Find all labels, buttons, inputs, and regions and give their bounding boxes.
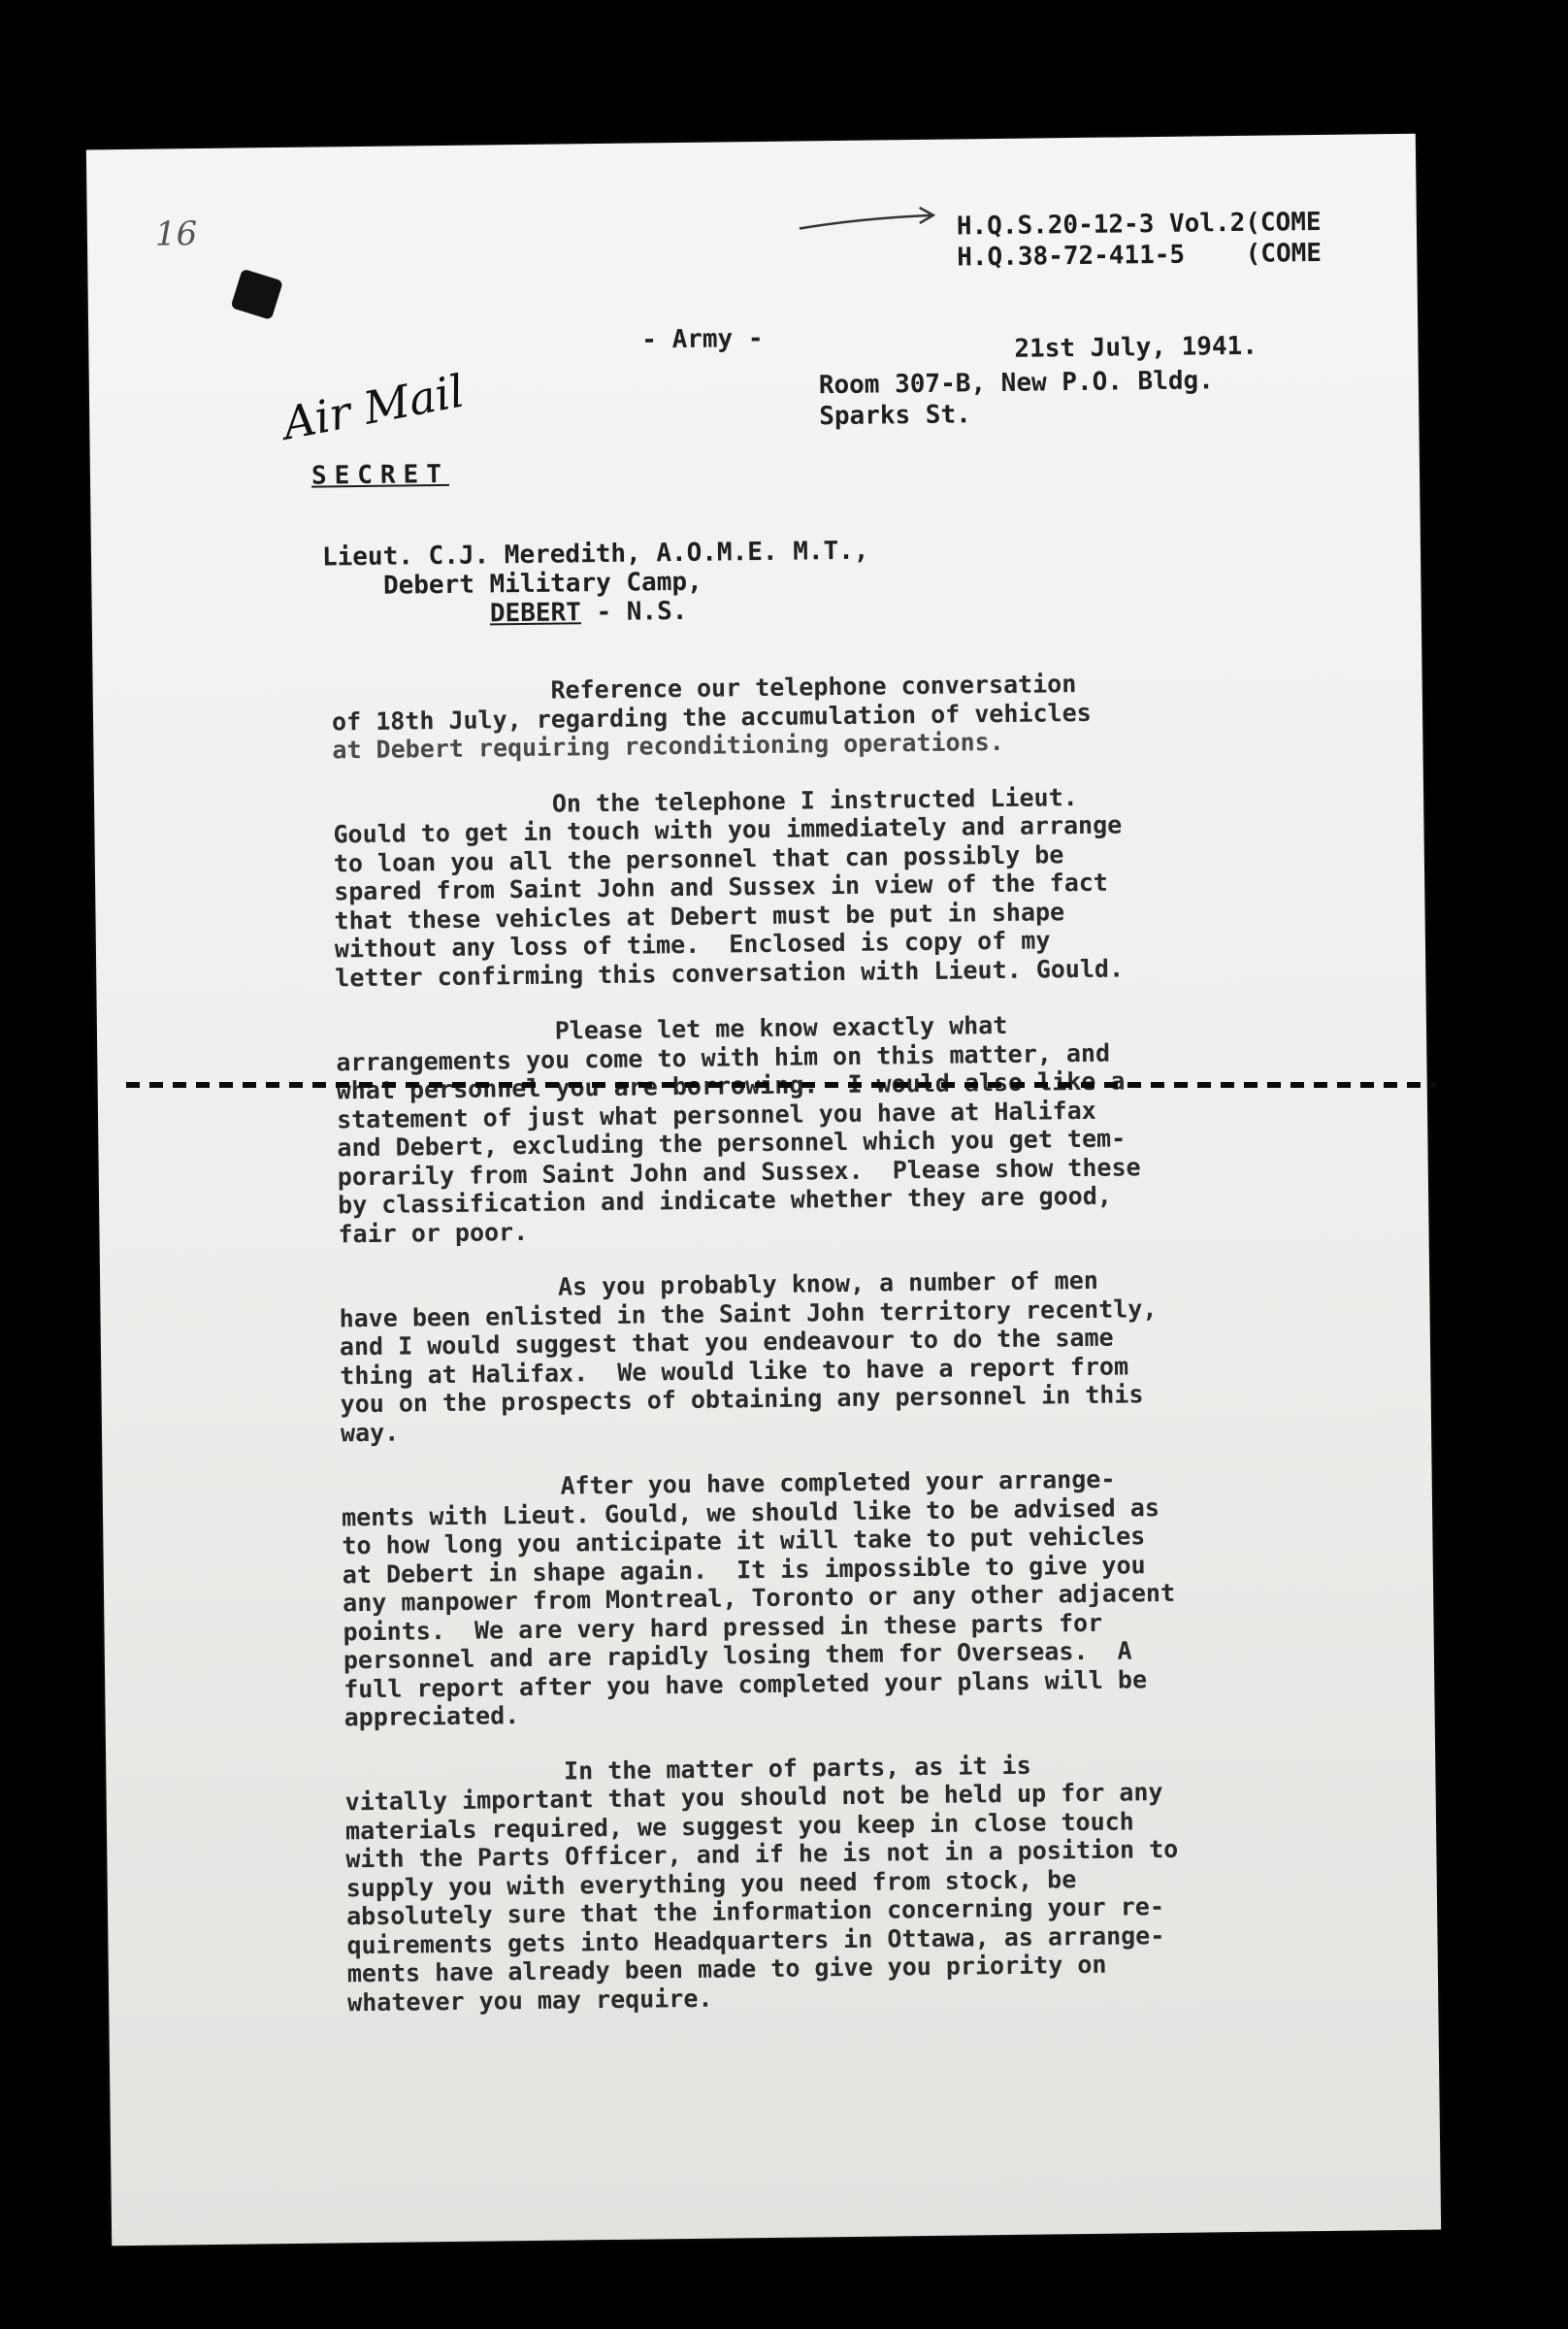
recipient-name: Lieut. C.J. Meredith, A.O.M.E. M.T., bbox=[321, 536, 869, 573]
recipient-place: DEBERT bbox=[489, 598, 582, 629]
paragraph-line: way. bbox=[340, 1418, 400, 1447]
paragraph-line: letter confirming this conversation with Lieut. Gould. bbox=[335, 953, 1125, 992]
paragraph-line: have been enlisted in the Saint John territory recently, bbox=[339, 1294, 1158, 1332]
ink-blot bbox=[230, 269, 282, 320]
paragraph-line: ments have already been made to give you priority on bbox=[346, 1950, 1107, 1988]
paragraph-line: without any loss of time. Enclosed is copy of my bbox=[334, 926, 1051, 964]
paragraph-line: with the Parts Officer, and if he is not in a position to bbox=[345, 1834, 1179, 1874]
paragraph-line: at Debert requiring reconditioning operations. bbox=[332, 727, 1004, 765]
paragraph-line: quirements gets into Headquarters in Ottawa, as arrange- bbox=[346, 1920, 1165, 1959]
paragraph-line: thing at Halifax. We would like to have a report from bbox=[340, 1351, 1129, 1390]
paragraph-1 bbox=[332, 668, 1264, 765]
paragraph-6 bbox=[344, 1748, 1279, 2017]
file-references bbox=[957, 207, 1322, 274]
handwritten-air-mail-note: Air Mail bbox=[278, 364, 469, 450]
paragraph-line: As you probably know, a number of men bbox=[339, 1265, 1099, 1304]
paragraph-line: any manpower from Montreal, Toronto or any other adjacent bbox=[342, 1578, 1176, 1618]
paragraph-line: and Debert, excluding the personnel which you get tem- bbox=[337, 1124, 1127, 1163]
letter-body bbox=[332, 668, 1280, 2045]
paragraph-line: by classification and indicate whether they are good, bbox=[337, 1181, 1112, 1220]
paragraph-line: arrangements you come to with him on this matter, and bbox=[336, 1038, 1111, 1076]
paragraph-line: vitally important that you should not be held up for any bbox=[344, 1778, 1163, 1817]
classification-stamp: SECRET bbox=[310, 459, 450, 491]
sender-address-line-2: Sparks St. bbox=[819, 400, 971, 432]
paragraph-line: materials required, we suggest you keep in close touch bbox=[344, 1806, 1134, 1845]
paragraph-line: full report after you have completed your plans will be bbox=[343, 1664, 1148, 1703]
film-splice-perforation bbox=[0, 1075, 1568, 1095]
paragraph-line: supply you with everything you need from stock, be bbox=[345, 1864, 1077, 1902]
sender-address bbox=[819, 365, 1215, 432]
paragraph-line: In the matter of parts, as it is bbox=[344, 1751, 1031, 1788]
paragraph-line: of 18th July, regarding the accumulation of vehicles bbox=[331, 698, 1092, 736]
paragraph-4 bbox=[339, 1264, 1272, 1448]
paragraph-line: On the telephone I instructed Lieut. bbox=[332, 782, 1078, 820]
paragraph-line: ments with Lieut. Gould, we should like to be advised as bbox=[341, 1493, 1160, 1531]
paragraph-line: statement of just what personnel you have at Halifax bbox=[336, 1096, 1096, 1133]
paragraph-line: that these vehicles at Debert must be put in shape bbox=[334, 897, 1065, 935]
paragraph-line: spared from Saint John and Sussex in view of the fact bbox=[334, 868, 1109, 906]
letter-date: 21st July, 1941. bbox=[1014, 331, 1258, 364]
recipient-province: - N.S. bbox=[580, 596, 688, 628]
paragraph-line: points. We are very hard pressed in these parts for bbox=[343, 1608, 1103, 1646]
arrow-icon bbox=[796, 200, 941, 237]
recipient-line-2: Debert Military Camp, bbox=[382, 567, 702, 601]
handwritten-page-mark: 16 bbox=[154, 214, 198, 254]
recipient-block bbox=[322, 537, 870, 631]
service-heading: - Army - bbox=[641, 323, 764, 355]
file-ref-1: H.Q.S.20-12-3 Vol.2(COME bbox=[956, 207, 1322, 242]
paragraph-5 bbox=[342, 1463, 1276, 1732]
file-ref-2: H.Q.38-72-411-5 (COME bbox=[957, 238, 1323, 273]
letter-page bbox=[86, 134, 1441, 2247]
sender-address-line-1: Room 307-B, New P.O. Bldg. bbox=[818, 366, 1215, 401]
paragraph-line: what personnel you are borrowing. I would also like a bbox=[336, 1066, 1126, 1105]
paragraph-line: fair or poor. bbox=[338, 1217, 529, 1248]
paragraph-line: at Debert in shape again. It is impossible to give you bbox=[342, 1550, 1146, 1589]
recipient-line-3 bbox=[323, 595, 870, 631]
paragraph-3 bbox=[336, 1008, 1270, 1249]
paragraph-line: to loan you all the personnel that can possibly be bbox=[333, 839, 1064, 877]
paragraph-line: and I would suggest that you endeavour to do the same bbox=[339, 1323, 1114, 1361]
paragraph-line: Please let me know exactly what bbox=[335, 1010, 1008, 1048]
paragraph-line: appreciated. bbox=[343, 1701, 520, 1732]
paragraph-line: Reference our telephone conversation bbox=[331, 670, 1077, 707]
paragraph-line: whatever you may require. bbox=[347, 1984, 713, 2017]
paragraph-line: Gould to get in touch with you immediately and arrange bbox=[333, 810, 1123, 849]
paragraph-line: absolutely sure that the information concerning your re- bbox=[345, 1892, 1165, 1931]
paragraph-line: personnel and are rapidly losing them for Overseas. A bbox=[343, 1636, 1132, 1675]
paragraph-line: you on the prospects of obtaining any personnel in this bbox=[340, 1380, 1144, 1419]
paragraph-line: After you have completed your arrange- bbox=[341, 1464, 1116, 1503]
paragraph-2 bbox=[333, 780, 1266, 992]
paragraph-line: porarily from Saint John and Sussex. Please show these bbox=[337, 1152, 1141, 1191]
paragraph-line: to how long you anticipate it will take to put vehicles bbox=[342, 1522, 1146, 1560]
